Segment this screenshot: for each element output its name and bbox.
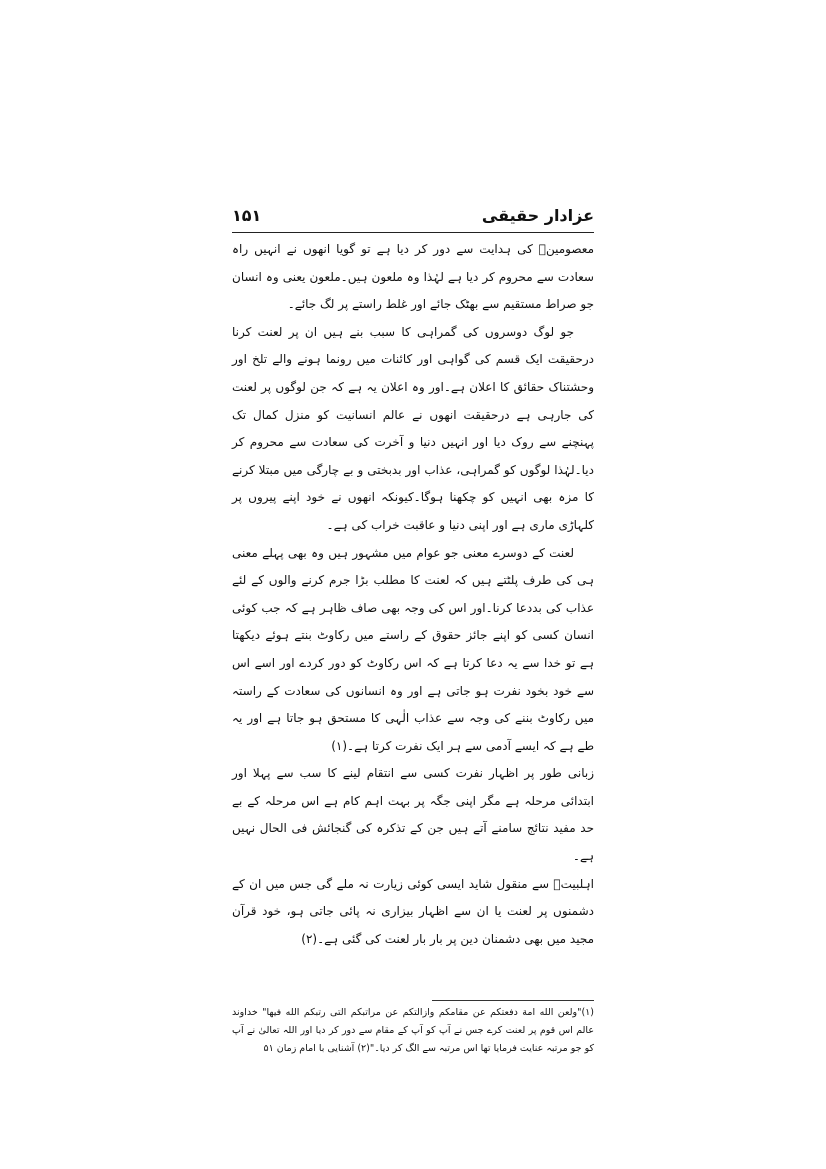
paragraph: معصومینؑ کی ہدایت سے دور کر دیا ہے تو گویا انھوں نے انہیں راہ سعادت سے محروم کر دیا ہے لہٰذا وہ ملعون ہیں۔ملعون یعنی وہ انسان جو صراط مستقیم سے بھٹک جائے اور غلط راستے پر لگ جائے۔ [232,242,594,312]
page-number: ۱۵۱ [232,206,262,225]
paragraph: زبانی طور پر اظہار نفرت کسی سے انتقام لینے کا سب سے پہلا اور ابتدائی مرحلہ ہے مگر اپنی جگہ پر بہت اہم کام ہے اس مرحلہ کے بے حد مفید نتائج سامنے آتے ہیں جن کے تذکرہ کی گنجائش فی الحال نہیں ہے۔ [232,766,594,864]
paragraph: لعنت کے دوسرے معنی جو عوام میں مشہور ہیں وہ بھی پہلے معنی ہی کی طرف پلٹتے ہیں کہ لعنت کا مطلب بڑا جرم کرنے والوں کے لئے عذاب کی بددعا کرنا۔اور اس کی وجہ بھی صاف ظاہر ہے کہ جب کوئی انسان کسی کو اپنے جائز حقوق کے راستے میں رکاوٹ بنتے ہوئے دیکھتا ہے تو خدا سے یہ دعا کرتا ہے کہ اس رکاوٹ کو دور کردے اور اسے اس سے خود بخود نفرت ہو جاتی ہے اور وہ انسانوں کی سعادت کے راستہ میں رکاوٹ بننے کی وجہ سے عذاب الٰہی کا مستحق ہو جاتا ہے اور یہ طے ہے کہ ایسے آدمی سے ہر ایک نفرت کرتا ہے۔(۱) [232,545,594,753]
page-header [232,206,594,232]
paragraph: جو لوگ دوسروں کی گمراہی کا سبب بنے ہیں ان پر لعنت کرنا درحقیقت ایک قسم کی گواہی اور کائنات میں رونما ہونے والے تلخ اور وحشتناک حقائق کا اعلان ہے۔اور وہ اعلان یہ ہے کہ جن لوگوں پر لعنت کی جارہی ہے درحقیقت انھوں نے عالم انسانیت کو منزل کمال تک پہنچنے سے روک دیا اور انہیں دنیا و آخرت کی سعادت سے محروم کر دیا۔لہٰذا لوگوں کو گمراہی، عذاب اور بدبختی و بے چارگی میں مبتلا کرنے کا مزہ بھی انہیں کو چکھنا ہوگا۔کیونکہ انھوں نے خود اپنے پیروں پر کلہاڑی ماری ہے اور اپنی دنیا و عاقبت خراب کی ہے۔ [232,324,594,532]
footnote-divider [432,1000,594,1001]
header-divider [232,232,594,233]
running-title: عزادار حقیقی [481,206,594,225]
main-text [232,236,594,953]
footnote: (۱)"ولعن الله امة دفعتكم عن مقامكم وازالتكم عن مراتبكم التی رتبكم الله فيها" خداوند عالم اس قوم پر لعنت کرے جس نے آپ کو آپ کے مقام سے دور کر دیا اور اللہ تعالیٰ نے آپ کو جو مرتبہ عنایت فرمایا تھا اس مرتبہ سے الگ کر دیا۔"(۲) آشنایی با امام زمان ۵۱ [232,1007,594,1054]
paragraph: اہلبیتؑ سے منقول شاید ایسی کوئی زیارت نہ ملے گی جس میں ان کے دشمنوں پر لعنت یا ان سے اظہار بیزاری نہ پائی جاتی ہو، خود قرآن مجید میں بھی دشمنان دین پر بار بار لعنت کی گئی ہے۔(۲) [232,876,594,946]
